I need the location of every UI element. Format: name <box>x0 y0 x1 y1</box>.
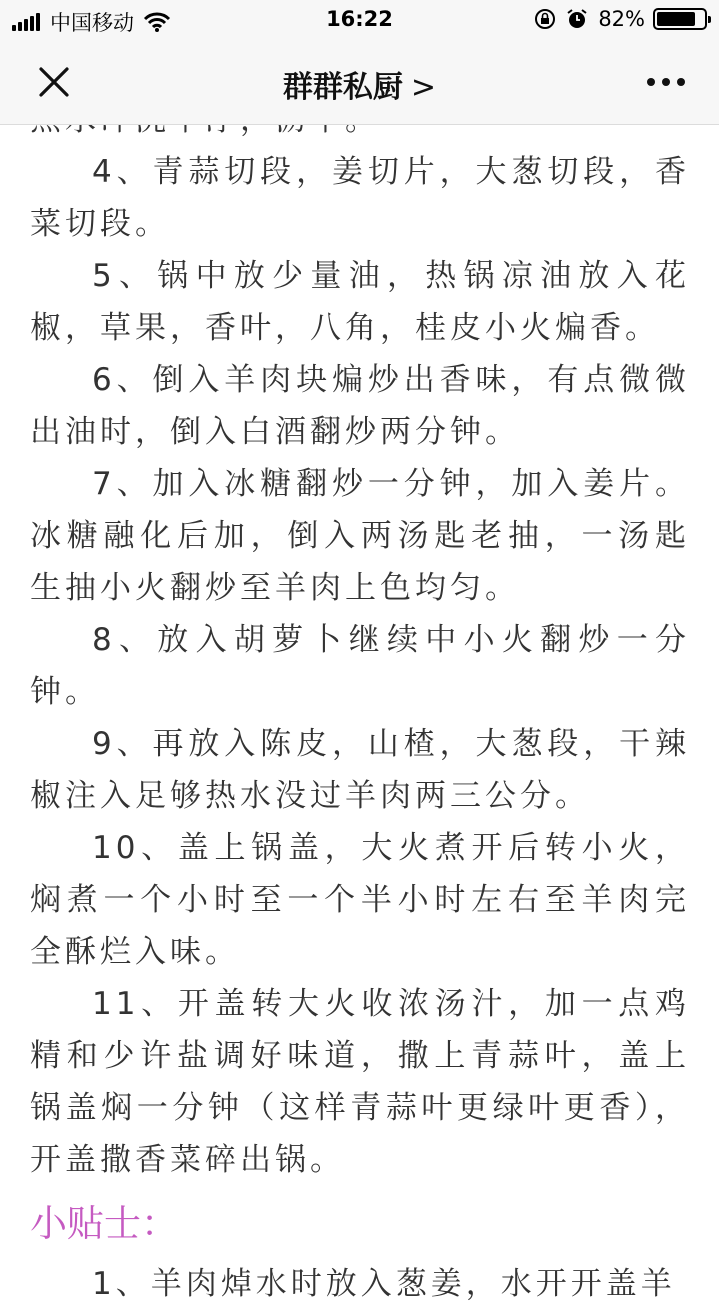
nav-title[interactable] <box>0 62 719 106</box>
tips-paragraph: 1、羊肉焯水时放入葱姜，水开开盖羊 <box>92 1266 676 1302</box>
article-body <box>30 94 690 1310</box>
carrier-name: 中国移动 <box>50 11 134 35</box>
nav-bar <box>0 40 719 125</box>
article-paragraph: 7、加入冰糖翻炒一分钟，加入姜片。冰糖融化后加，倒入两汤匙老抽，一汤匙生抽小火翻炒至羊肉上色均匀。 <box>30 466 690 606</box>
article-paragraph: 11、开盖转大火收浓汤汁，加一点鸡精和少许盐调好味道，撒上青蒜叶，盖上锅盖焖一分钟（这样青蒜叶更绿叶更香），开盖撒香菜碎出锅。 <box>30 986 690 1178</box>
more-icon[interactable] <box>647 78 685 88</box>
status-bar <box>0 0 719 40</box>
nav-title-text[interactable]: 群群私厨 <box>282 70 403 105</box>
article-paragraph: 10、盖上锅盖，大火煮开后转小火，焖煮一个小时至一个半小时左右至羊肉完全酥烂入味。 <box>30 830 690 970</box>
article-paragraph: 6、倒入羊肉块煸炒出香味，有点微微出油时，倒入白酒翻炒两分钟。 <box>30 362 690 450</box>
battery-icon <box>653 8 707 30</box>
alarm-icon <box>566 8 588 30</box>
article-paragraph: 8、放入胡萝卜继续中小火翻炒一分钟。 <box>30 622 690 710</box>
article-paragraph: 9、再放入陈皮，山楂，大葱段，干辣椒注入足够热水没过羊肉两三公分。 <box>30 726 690 814</box>
status-time: 16:22 <box>326 7 393 31</box>
tips-heading: 小贴士： <box>30 1202 178 1245</box>
chevron-right-icon[interactable]: > <box>410 70 437 105</box>
status-right <box>534 7 707 31</box>
article-content <box>0 124 719 1302</box>
rotation-lock-icon <box>534 8 556 30</box>
battery-fill <box>657 12 695 26</box>
article-paragraph: 4、青蒜切段，姜切片，大葱切段，香菜切段。 <box>30 154 690 242</box>
article-paragraph: 5、锅中放少量油，热锅凉油放入花椒，草果，香叶，八角，桂皮小火煸香。 <box>30 258 690 346</box>
battery-percent: 82% <box>598 7 645 31</box>
